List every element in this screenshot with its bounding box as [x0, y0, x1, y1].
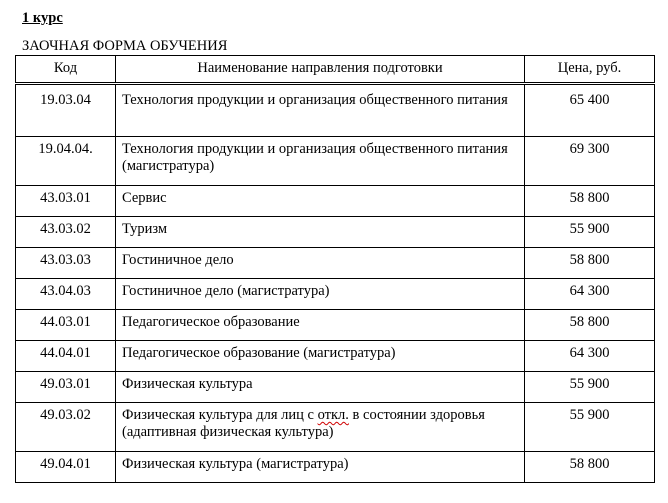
header-name: Наименование направления подготовки: [116, 56, 525, 84]
row-price: 64 300: [525, 279, 655, 310]
row-price: 65 400: [525, 84, 655, 137]
row-name-part: Физическая культура для лиц с: [122, 407, 318, 423]
row-name: Физическая культура (магистратура): [116, 452, 525, 483]
table-row: [16, 137, 655, 186]
row-price: 58 800: [525, 310, 655, 341]
row-code: 19.04.04.: [16, 137, 116, 186]
row-price: 58 800: [525, 452, 655, 483]
header-price: Цена, руб.: [525, 56, 655, 84]
table-row: [16, 341, 655, 372]
row-price: 58 800: [525, 186, 655, 217]
table-row: [16, 452, 655, 483]
table-row: [16, 403, 655, 452]
row-code: 49.03.02: [16, 403, 116, 452]
row-code: 49.04.01: [16, 452, 116, 483]
price-table: [15, 55, 655, 483]
row-price: 55 900: [525, 372, 655, 403]
row-name: Сервис: [116, 186, 525, 217]
course-title: 1 курс: [22, 10, 63, 26]
row-code: 44.03.01: [16, 310, 116, 341]
row-code: 44.04.01: [16, 341, 116, 372]
row-price: 55 900: [525, 403, 655, 452]
row-code: 43.03.01: [16, 186, 116, 217]
row-name: Педагогическое образование: [116, 310, 525, 341]
row-code: 43.03.02: [16, 217, 116, 248]
spellcheck-marked-word: откл.: [317, 407, 349, 423]
table-row: [16, 84, 655, 137]
row-name: Технология продукции и организация общественного питания (магистратура): [116, 137, 525, 186]
row-name: Туризм: [116, 217, 525, 248]
row-price: 64 300: [525, 341, 655, 372]
row-price: 69 300: [525, 137, 655, 186]
table-row: [16, 248, 655, 279]
row-name: Гостиничное дело (магистратура): [116, 279, 525, 310]
row-code: 49.03.01: [16, 372, 116, 403]
table-row: [16, 217, 655, 248]
row-name: [116, 403, 525, 452]
table-header-row: [16, 56, 655, 84]
row-code: 43.03.03: [16, 248, 116, 279]
table-row: [16, 310, 655, 341]
table-row: [16, 279, 655, 310]
row-name-part: в состоянии здоровья (адаптивная физическая культура): [122, 407, 485, 440]
table-row: [16, 372, 655, 403]
row-name: Гостиничное дело: [116, 248, 525, 279]
row-name: Технология продукции и организация общественного питания: [116, 84, 525, 137]
row-code: 43.04.03: [16, 279, 116, 310]
table-row: [16, 186, 655, 217]
row-name: Педагогическое образование (магистратура): [116, 341, 525, 372]
row-price: 55 900: [525, 217, 655, 248]
row-price: 58 800: [525, 248, 655, 279]
form-title: ЗАОЧНАЯ ФОРМА ОБУЧЕНИЯ: [22, 38, 228, 54]
header-code: Код: [16, 56, 116, 84]
row-code: 19.03.04: [16, 84, 116, 137]
row-name: Физическая культура: [116, 372, 525, 403]
